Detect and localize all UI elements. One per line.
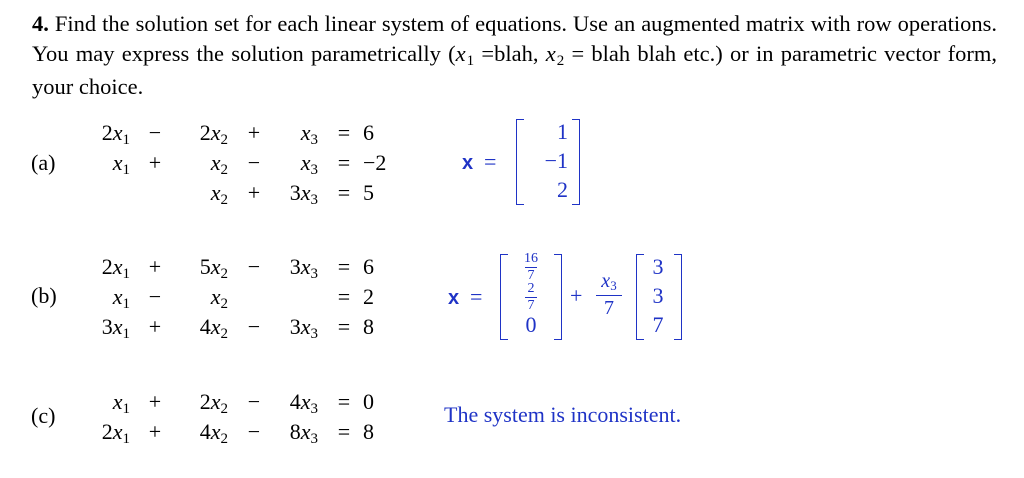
equation-term: −: [247, 419, 261, 444]
part-a-vector-entry: 2: [557, 177, 568, 202]
part-b-answer-equals: =: [470, 284, 483, 309]
part-b-vec2-bracket-right: [674, 254, 682, 340]
part-b-vec2-bracket-left: [636, 254, 644, 340]
equation-term: −: [247, 254, 261, 279]
equation-term: +: [148, 419, 162, 444]
equation-term: 3x3: [289, 314, 318, 342]
equation-term: 4x2: [199, 419, 228, 447]
equation-term: 4x2: [199, 314, 228, 342]
equation-term: 8: [363, 314, 374, 339]
coefficient-denominator: 7: [604, 297, 614, 319]
equation-term: x3: [300, 120, 318, 148]
equation-term: x2: [210, 284, 228, 312]
part-a-label: (a): [31, 150, 56, 175]
equation-term: x3: [300, 150, 318, 178]
problem-number: 4.: [32, 11, 49, 36]
equation-term: 6: [363, 120, 374, 145]
coefficient-numerator: x3: [601, 270, 617, 293]
problem-statement: [32, 9, 997, 102]
equation-term: 5: [363, 180, 374, 205]
equation-term: −: [247, 389, 261, 414]
equation-term: 2x1: [101, 120, 130, 148]
equation-term: =: [337, 314, 351, 339]
part-b-plus: +: [570, 283, 583, 308]
equation-term: −: [148, 120, 162, 145]
equation-term: x1: [112, 284, 130, 312]
equation-term: −: [148, 284, 162, 309]
part-b-vec2-entry: 7: [652, 312, 664, 337]
part-b-vec2-entry: 3: [652, 283, 664, 308]
part-b-vec2-entry: 3: [652, 254, 664, 279]
equation-term: 3x3: [289, 254, 318, 282]
x2-symbol: x2: [545, 41, 565, 69]
equation-term: =: [337, 180, 351, 205]
part-b-vec1-fraction: [520, 252, 542, 283]
equation-term: 2x2: [199, 389, 228, 417]
fraction-denominator: 7: [527, 298, 535, 313]
equation-term: 6: [363, 254, 374, 279]
equation-term: 2: [363, 284, 374, 309]
fraction-numerator: 16: [524, 251, 538, 266]
equation-term: 0: [363, 389, 374, 414]
equation-term: =: [337, 120, 351, 145]
part-a-vector-bracket-right: [572, 119, 580, 205]
fraction-numerator: 2: [527, 281, 535, 296]
part-b-vec1-bracket-right: [554, 254, 562, 340]
equation-term: 2x2: [199, 120, 228, 148]
part-c-answer: The system is inconsistent.: [444, 402, 682, 427]
part-c-label: (c): [31, 403, 56, 428]
part-a-answer-equals: =: [484, 149, 497, 174]
equation-term: 4x3: [289, 389, 318, 417]
equation-term: +: [148, 389, 162, 414]
problem-text-eq1: =blah,: [481, 41, 546, 66]
part-a-vector-entry: −1: [544, 148, 568, 173]
equation-term: 3x1: [101, 314, 130, 342]
equation-term: 8: [363, 419, 374, 444]
equation-term: −2: [363, 150, 387, 175]
equation-term: x2: [210, 150, 228, 178]
equation-term: +: [148, 254, 162, 279]
problem-text: Find the solution set for each linear system of equations. Use an augmented matrix with row operations. You may express the solution parametrically (: [32, 11, 997, 66]
equation-term: x2: [210, 180, 228, 208]
equation-term: 2x1: [101, 419, 130, 447]
equation-term: =: [337, 419, 351, 444]
equation-term: −: [247, 314, 261, 339]
equation-term: 2x1: [101, 254, 130, 282]
part-a-vector-entry: 1: [557, 119, 568, 144]
part-b-label: (b): [31, 283, 57, 308]
equation-term: +: [247, 120, 261, 145]
equation-term: =: [337, 150, 351, 175]
equation-term: 5x2: [199, 254, 228, 282]
part-b-coefficient: [594, 270, 624, 319]
part-a-vector-bracket-left: [516, 119, 524, 205]
equation-term: x1: [112, 150, 130, 178]
x1-symbol: x1: [455, 41, 475, 69]
part-b-vec1-fraction: [520, 282, 542, 313]
equation-term: x1: [112, 389, 130, 417]
part-b-vec1-entry: 0: [525, 312, 537, 337]
fraction-denominator: 7: [527, 268, 535, 283]
equation-term: +: [247, 180, 261, 205]
equation-term: =: [337, 254, 351, 279]
equation-term: 3x3: [289, 180, 318, 208]
part-a-answer-x: x: [462, 152, 474, 174]
part-b-vec1-bracket-left: [500, 254, 508, 340]
equation-term: −: [247, 150, 261, 175]
equation-term: 8x3: [289, 419, 318, 447]
equation-term: +: [148, 150, 162, 175]
equation-term: +: [148, 314, 162, 339]
equation-term: =: [337, 389, 351, 414]
equation-term: =: [337, 284, 351, 309]
problem-text-eq2: = blah blah etc.) or in parametric vector form, your choice.: [32, 41, 998, 99]
part-b-answer-x: x: [448, 287, 460, 309]
coefficient-bar: [596, 295, 622, 296]
